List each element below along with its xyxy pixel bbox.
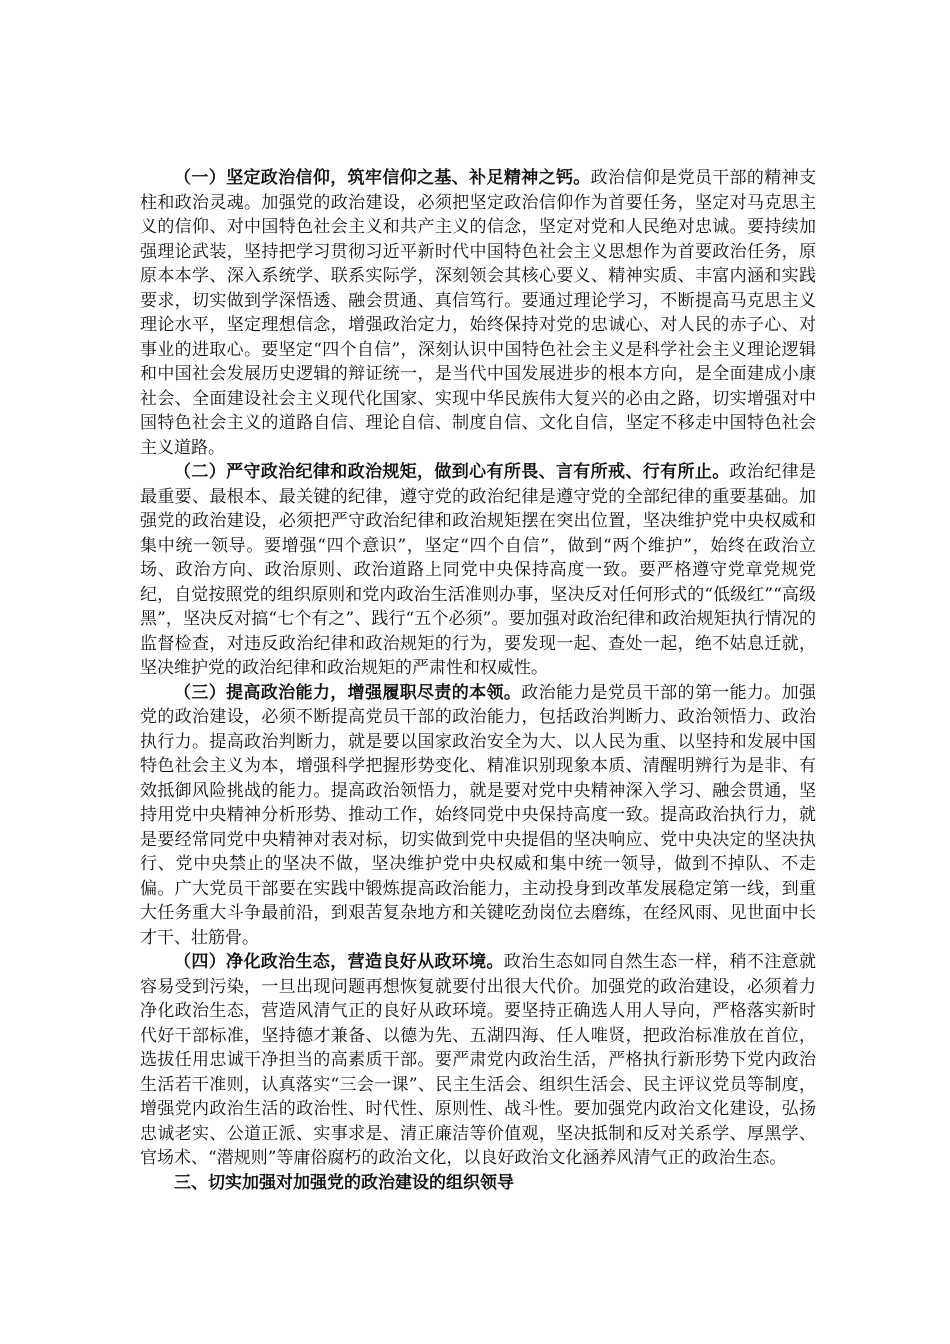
document-page	[140, 166, 816, 1195]
section-2-body: 政治纪律是最重要、最根本、最关键的纪律，遵守党的政治纪律是遵守党的全部纪律的重要基础。加强党的政治建设，必须把严守政治纪律和政治规矩摆在突出位置，坚决维护党中央权威和集中统一领导。要增强“四个意识”，坚定“四个自信”，做到“两个维护”，始终在政治立场、政治方向、政治原则、政治道路上同党中央保持高度一致。要严格遵守党章党规党纪，自觉按照党的组织原则和党内政治生活准则办事，坚决反对任何形式的“低级红”“高级黑”，坚决反对搞“七个有之”、践行“五个必须”。要加强对政治纪律和政治规矩执行情况的监督检查，对违反政治纪律和政治规矩的行为，要发现一起、查处一起，绝不姑息迁就，坚决维护党的政治纪律和政治规矩的严肃性和权威性。	[140, 462, 817, 678]
section-3-paragraph	[140, 681, 816, 951]
section-1-lead: （一）坚定政治信仰，筑牢信仰之基、补足精神之钙。	[174, 168, 591, 188]
section-2-lead: （二）严守政治纪律和政治规矩，做到心有所畏、言有所戒、行有所止。	[174, 462, 730, 482]
section-heading: 三、切实加强对加强党的政治建设的组织领导	[174, 1172, 514, 1193]
section-2-paragraph	[140, 460, 816, 681]
section-4-lead: （四）净化政治生态，营造良好从政环境。	[174, 952, 504, 972]
section-4-body: 政治生态如同自然生态一样，稍不注意就容易受到污染，一旦出现问题再想恢复就要付出很大代价。加强党的政治建设，必须着力净化政治生态，营造风清气正的良好从政环境。要坚持正确选人用人导向，严格落实新时代好干部标准，坚持德才兼备、以德为先、五湖四海、任人唯贤，把政治标准放在首位，选拔任用忠诚干净担当的高素质干部。要严肃党内政治生活，严格执行新形势下党内政治生活若干准则，认真落实“三会一课”、民主生活会、组织生活会、民主评议党员等制度，增强党内政治生活的政治性、时代性、原则性、战斗性。要加强党内政治文化建设，弘扬忠诚老实、公道正派、实事求是、清正廉洁等价值观，坚决抵制和反对关系学、厚黑学、官场术、“潜规则”等庸俗腐朽的政治文化，以良好政治文化涵养风清气正的政治生态。	[140, 952, 817, 1168]
section-3-body: 政治能力是党员干部的第一能力。加强党的政治建设，必须不断提高党员干部的政治能力，包括政治判断力、政治领悟力、政治执行力。提高政治判断力，就是要以国家政治安全为大、以人民为重、以坚持和发展中国特色社会主义为本，增强科学把握形势变化、精准识别现象本质、清醒明辨行为是非、有效抵御风险挑战的能力。提高政治领悟力，就是要对党中央精神深入学习、融会贯通，坚持用党中央精神分析形势、推动工作，始终同党中央保持高度一致。提高政治执行力，就是要经常同党中央精神对表对标，切实做到党中央提倡的坚决响应、党中央决定的坚决执行、党中央禁止的坚决不做，坚决维护党中央权威和集中统一领导，做到不掉队、不走偏。广大党员干部要在实践中锻炼提高政治能力，主动投身到改革发展稳定第一线，到重大任务重大斗争最前沿，到艰苦复杂地方和关键吃劲岗位去磨练，在经风雨、见世面中长才干、壮筋骨。	[140, 682, 817, 948]
section-3-lead: （三）提高政治能力，增强履职尽责的本领。	[174, 682, 522, 703]
section-1-paragraph	[140, 166, 816, 460]
section-4-paragraph	[140, 950, 816, 1171]
section-1-body: 政治信仰是党员干部的精神支柱和政治灵魂。加强党的政治建设，必须把坚定政治信仰作为首要任务，坚定对马克思主义的信仰、对中国特色社会主义和共产主义的信念，坚定对党和人民绝对忠诚。要持续加强理论武装，坚持把学习贯彻习近平新时代中国特色社会主义思想作为首要政治任务，原原本本学、深入系统学、联系实际学，深刻领会其核心要义、精神实质、丰富内涵和实践要求，切实做到学深悟透、融会贯通、真信笃行。要通过理论学习，不断提高马克思主义理论水平，坚定理想信念，增强政治定力，始终保持对党的忠诚心、对人民的赤子心、对事业的进取心。要坚定“四个自信”，深刻认识中国特色社会主义是科学社会主义理论逻辑和中国社会发展历史逻辑的辩证统一，是当代中国发展进步的根本方向，是全面建成小康社会、全面建设社会主义现代化国家、实现中华民族伟大复兴的必由之路，切实增强对中国特色社会主义的道路自信、理论自信、制度自信、文化自信，坚定不移走中国特色社会主义道路。	[140, 168, 817, 458]
